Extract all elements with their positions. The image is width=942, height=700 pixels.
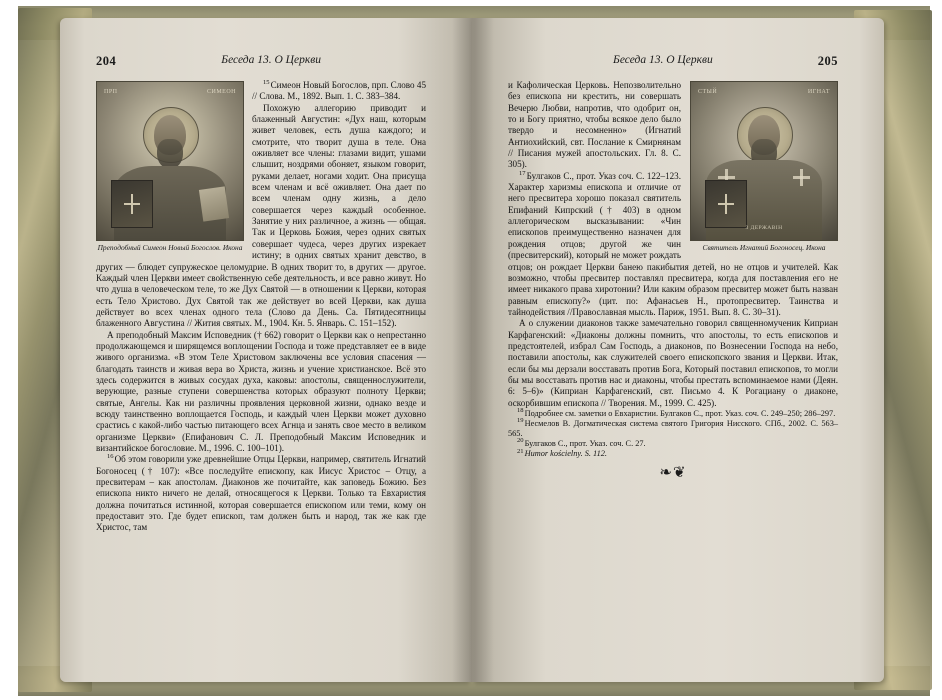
right-folio-number: 205: [817, 54, 838, 68]
hand-scroll: [199, 186, 229, 221]
paragraph-text: А о служении диаконов также замечательно говорил священномученик Киприан Карфагенский: «Диаконы должны помнить, что апостолы, то есть епископов и предстоятелей, избрал Сам Господь, а диаконов, по Вознесении Господа на небо, поставили апостолы, как служителей своего епископского звания и Церкви. Итак, если бы мы дерзали восставать против Бога, Который поставил епископов, то могли бы мы восставать против нас и диаконы, чтобы престать вспоминаемое нами (Деян. 6: 5–6)» (Киприан Карфагенский, свт. Письмо 4. К Рогациану о диаконе, оскорбившим епископа // Творения. М., 1999. С. 425).: [508, 318, 838, 408]
footnote-item: [508, 409, 838, 419]
footnote-list: [508, 409, 838, 459]
open-book: [60, 18, 884, 682]
icon-inscription-bottom: З ДЕРЖАВІН: [745, 224, 783, 231]
footnote-marker: 20: [517, 437, 524, 445]
icon-inscription-right: СИМЕОН: [206, 89, 236, 95]
paragraph-text: А преподобный Максим Исповедник († 662) говорит о Церкви как о непрестанно продолжающемся и ширящемся воплощении Господа и тоже представляет ее в виде живого организма. «В этом Теле Христовом заключены все условия спасения — благодать таинств и живая вера во Христа, жизнь и учение христианское. Всё это здесь содержится в живых сосудах духа, каковы: апостолы, священнослужители, верующие, разные ступени совершенства которых образуют полноту Церкви; святые, Ангелы. Как ни различны проявления церковной жизни, однако везде и всюду таинственно воплощается Господь, и каждый член Церкви может духовно срастись с какой-либо частью питающего всех Агнца и занять свое место в великом организме Церкви» (Епифанович С. Л. Преподобный Максим Исповедник и византийское богословие. М., 1996. С. 100–101).: [96, 329, 426, 453]
figure-simeon-image: [96, 81, 244, 241]
footnote-text: Булгаков С., прот. Указ. соч. С. 27.: [524, 439, 646, 449]
end-ornament: ❧❦: [659, 465, 687, 482]
footnote-marker: 18: [517, 407, 524, 415]
footnote-marker: 15: [263, 78, 270, 86]
footnote-marker: 21: [517, 447, 524, 455]
footnote-item: [508, 439, 838, 449]
paragraph: [96, 330, 426, 455]
left-running-title: Беседа 13. О Церкви: [221, 54, 321, 66]
paragraph-text: Симеон Новый Богослов, прп. Слово 45 // Слова. М., 1892. Вып. 1. С. 383–384.: [252, 80, 426, 102]
cross-icon: [718, 176, 735, 179]
icon-inscription-left: ПРП: [104, 89, 118, 95]
paragraph-text: Булгаков С., прот. Указ соч. С. 122–123. Характер харизмы епископа и отличие от него пресвитера хорошо показал святитель Епифаний Кипрский († 403) в одном аллегорическом высказывании: «Чин епископов преимущественно назначен для рождения отцов; другой же чин (пресвитерский), который не может рождать отцов; он рождает Церкви банею пакибытия детей, но не отцов и учителей. Как возможно, чтобы пресвитер поставлял пресвитера, когда для поставления его не имеет никакого права хиротонии? Или каким образом пресвитер может быть назван равным епископу?» (цит. по: Афанасьев Н., протопресвитер. Таинства и тайнодействия //Православная мысль. Париж, 1951. Вып. 8. С. 30–31).: [508, 170, 838, 317]
footnote-text: Humor kościelny. S. 112.: [524, 449, 607, 459]
footnote-item: [508, 419, 838, 439]
gospel-book-icon: [111, 180, 153, 228]
figure-simeon: [96, 81, 244, 253]
icon-inscription-left: СТЫЙ: [698, 89, 718, 95]
paragraph: [96, 454, 426, 533]
paragraph-text: Похожую аллегорию приводит и блаженный Августин: «Дух наш, которым живет человек, есть душа каждого; и смотрите, что творит душа в теле. Она оживляет все члены: глазами видит, ушами слышит, ноздрями обоняет, языком говорит, руками делает, ногами ходит. Она присуща всем членам и всё оживляет. Она дает по всем членам одну жизнь, а дело совершается через каждый особенное. Занятие у них различное, а жизнь — общая. Так и Церковь Божия, через одних святых совершает чудеса, через других изрекает истину; в одних святых хранит девство, в других — блюдет супружеское целомудрие. В одних творит то, в других — другое. Каждый член Церкви имеет свойственную себе деятельность, и все равно живут. Но что душа в человеческом теле, то же Дух Святой — в отношении к Церкви, которая есть Тело Христово. Дух Святой так же действует во всей Церкви, как душа действует во всех членах одного тела (Слово да День. Са. Пятидесятницы блаженного Августина // Жития святых. М., 1904. Кн. 5. Январь. С. 151–152).: [96, 102, 426, 329]
left-folio-number: 204: [96, 54, 117, 68]
footnote-text: Подробнее см. заметки о Евхаристии. Булгаков С., прот. Указ. соч. С. 249–250; 286–297.: [524, 408, 836, 418]
saint-icon-simeon: [97, 82, 243, 240]
footnote-marker: 19: [517, 417, 524, 425]
footnote-marker: 16: [107, 453, 114, 461]
figure-simeon-caption: Преподобный Симеон Новый Богослов. Икона: [97, 243, 243, 252]
cross-icon: [793, 176, 810, 179]
paragraph: [508, 318, 838, 409]
paragraph-text: Об этом говорили уже древнейшие Отцы Церкви, например, святитель Игнатий Богоносец († 107): «Все последуйте епископу, как Иисус Христос – Отцу, а пресвитерам – как апостолам. Диаконов же почитайте, как заповедь Божию. Без епископа никто ничего не делай, относящегося к Церкви. Только та Евхаристия должна почитаться истинной, которая совершается епископом или теми, кому он предоставит это. Где будет епископ, там должен быть и народ, так же как где Христос, там: [96, 454, 426, 533]
footnote-item: [508, 449, 838, 459]
figure-ignatius-caption: Святитель Игнатий Богоносец. Икона: [702, 243, 826, 252]
right-page-text: [508, 80, 838, 480]
beard: [157, 139, 183, 169]
gospel-book-icon: [705, 180, 747, 228]
icon-inscription-right: ИГНАТ: [807, 89, 830, 95]
paragraph-text: и Кафолическая Церковь. Непозволительно без епископа ни крестить, ни совершать Вечерю Любви, напротив, что одобрит он, то и Богу приятно, чтобы всякое дело было твердо и несомненно» (Игнатий Антиохийский, свт. Послание к Смирнянам // Писания мужей апостольских. Гл. 8. С. 305).: [508, 80, 681, 170]
right-running-title: Беседа 13. О Церкви: [613, 54, 713, 66]
left-page-text: [96, 80, 426, 534]
figure-ignatius-image: [690, 81, 838, 241]
footnote-text: Несмелов В. Догматическая система святого Григория Нисского. СПб., 2002. С. 563–565.: [508, 419, 838, 439]
saint-icon-ignatius: [691, 82, 837, 240]
footnote-marker: 17: [519, 169, 526, 177]
figure-ignatius: [690, 81, 838, 253]
left-running-head: [96, 54, 426, 70]
right-running-head: [508, 54, 838, 70]
